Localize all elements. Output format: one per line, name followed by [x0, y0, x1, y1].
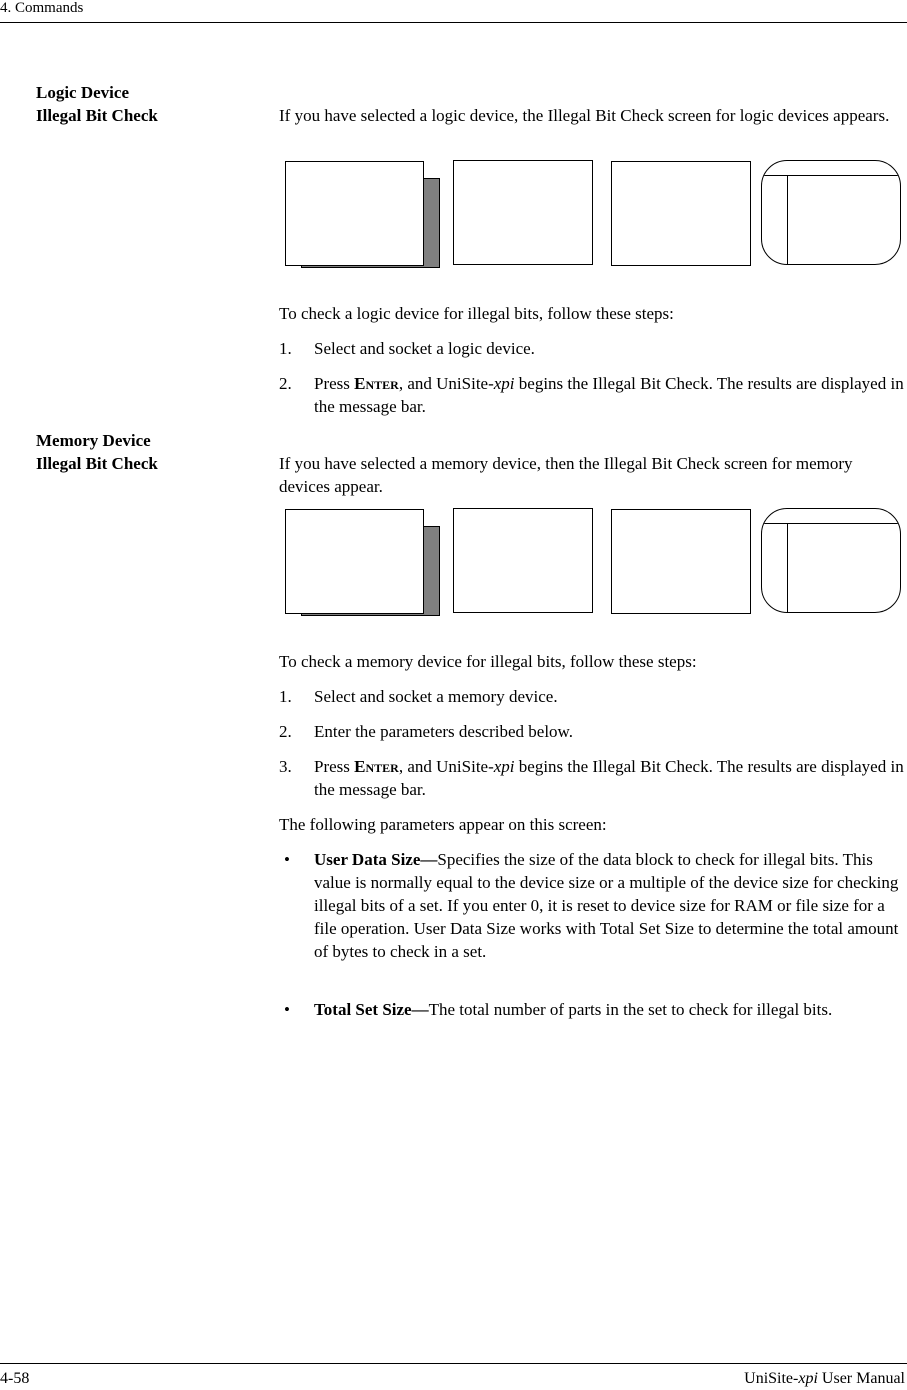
logic-steps-intro: To check a logic device for illegal bits, follow these steps:: [279, 304, 674, 323]
memory-heading-line1: Memory Device: [36, 431, 151, 450]
param-user-data-size: • User Data Size—Specifies the size of the data block to check for illegal bits. This value is normally equal to the device size or a multiple of the device size for checking illegal bits of a set. If you enter 0, it is reset to device size for RAM or file size for a file operation. User Data Size works with Total Set Size to determine the total amount of bytes to check in a set.: [284, 850, 899, 961]
chapter-title: 4. Commands: [0, 0, 84, 16]
param-desc: Specifies the size of the data block to check for illegal bits. This value is normally equal to the device size or a multiple of the device size for checking illegal bits of a set. If you enter 0, it is reset to device size for RAM or file size for a file operation. User Data Size works with Total Set Size to determine the total amount of bytes to check in a set.: [314, 850, 899, 961]
figure-panel-1: [285, 161, 424, 266]
logic-intro: If you have selected a logic device, the Illegal Bit Check screen for logic devices appears.: [279, 106, 890, 125]
memory-steps-intro: To check a memory device for illegal bits, follow these steps:: [279, 652, 697, 671]
enter-key-label: Enter: [354, 374, 399, 393]
param-total-set-size: • Total Set Size—The total number of parts in the set to check for illegal bits.: [284, 1000, 833, 1019]
memory-step-1: 1. Select and socket a memory device.: [279, 687, 558, 706]
screen-divider-h: [762, 523, 900, 524]
figure-screen-icon: [761, 508, 901, 613]
figure-panel-3: [611, 161, 751, 266]
figure-panel-3: [611, 509, 751, 614]
memory-step-3: 3. Press Enter, and UniSite-xpi begins the Illegal Bit Check. The results are displayed in the message bar.: [279, 757, 904, 799]
param-desc: The total number of parts in the set to check for illegal bits.: [428, 1000, 833, 1019]
logic-step-1: 1. Select and socket a logic device.: [279, 339, 535, 358]
logic-heading-line2: Illegal Bit Check: [36, 106, 158, 125]
param-term: Total Set Size: [314, 1000, 412, 1019]
logic-step-2: 2. Press Enter, and UniSite-xpi begins the Illegal Bit Check. The results are displayed in the message bar.: [279, 374, 904, 416]
logic-heading-line1: Logic Device: [36, 83, 129, 102]
logic-screen-figure: [279, 160, 907, 280]
bullet-icon: •: [284, 1000, 290, 1019]
figure-panel-1: [285, 509, 424, 614]
enter-key-label: Enter: [354, 757, 399, 776]
logic-section-heading: [36, 81, 158, 127]
memory-step-2: 2. Enter the parameters described below.: [279, 722, 573, 741]
memory-section-heading: [36, 429, 158, 475]
screen-divider-v: [787, 523, 788, 612]
page-header: [0, 0, 907, 23]
memory-heading-line2: Illegal Bit Check: [36, 454, 158, 473]
figure-screen-icon: [761, 160, 901, 265]
param-term: User Data Size: [314, 850, 421, 869]
page-footer: [0, 1363, 907, 1390]
manual-title: UniSite-xpi User Manual: [744, 1370, 905, 1387]
figure-panel-2: [453, 508, 593, 613]
figure-panel-2: [453, 160, 593, 265]
screen-divider-h: [762, 175, 900, 176]
page-number: 4-58: [0, 1370, 30, 1387]
memory-screen-figure: [279, 508, 907, 628]
memory-intro: If you have selected a memory device, then the Illegal Bit Check screen for memory devices appear.: [279, 454, 853, 496]
bullet-icon: •: [284, 850, 290, 869]
params-intro: The following parameters appear on this screen:: [279, 815, 607, 834]
screen-divider-v: [787, 175, 788, 264]
